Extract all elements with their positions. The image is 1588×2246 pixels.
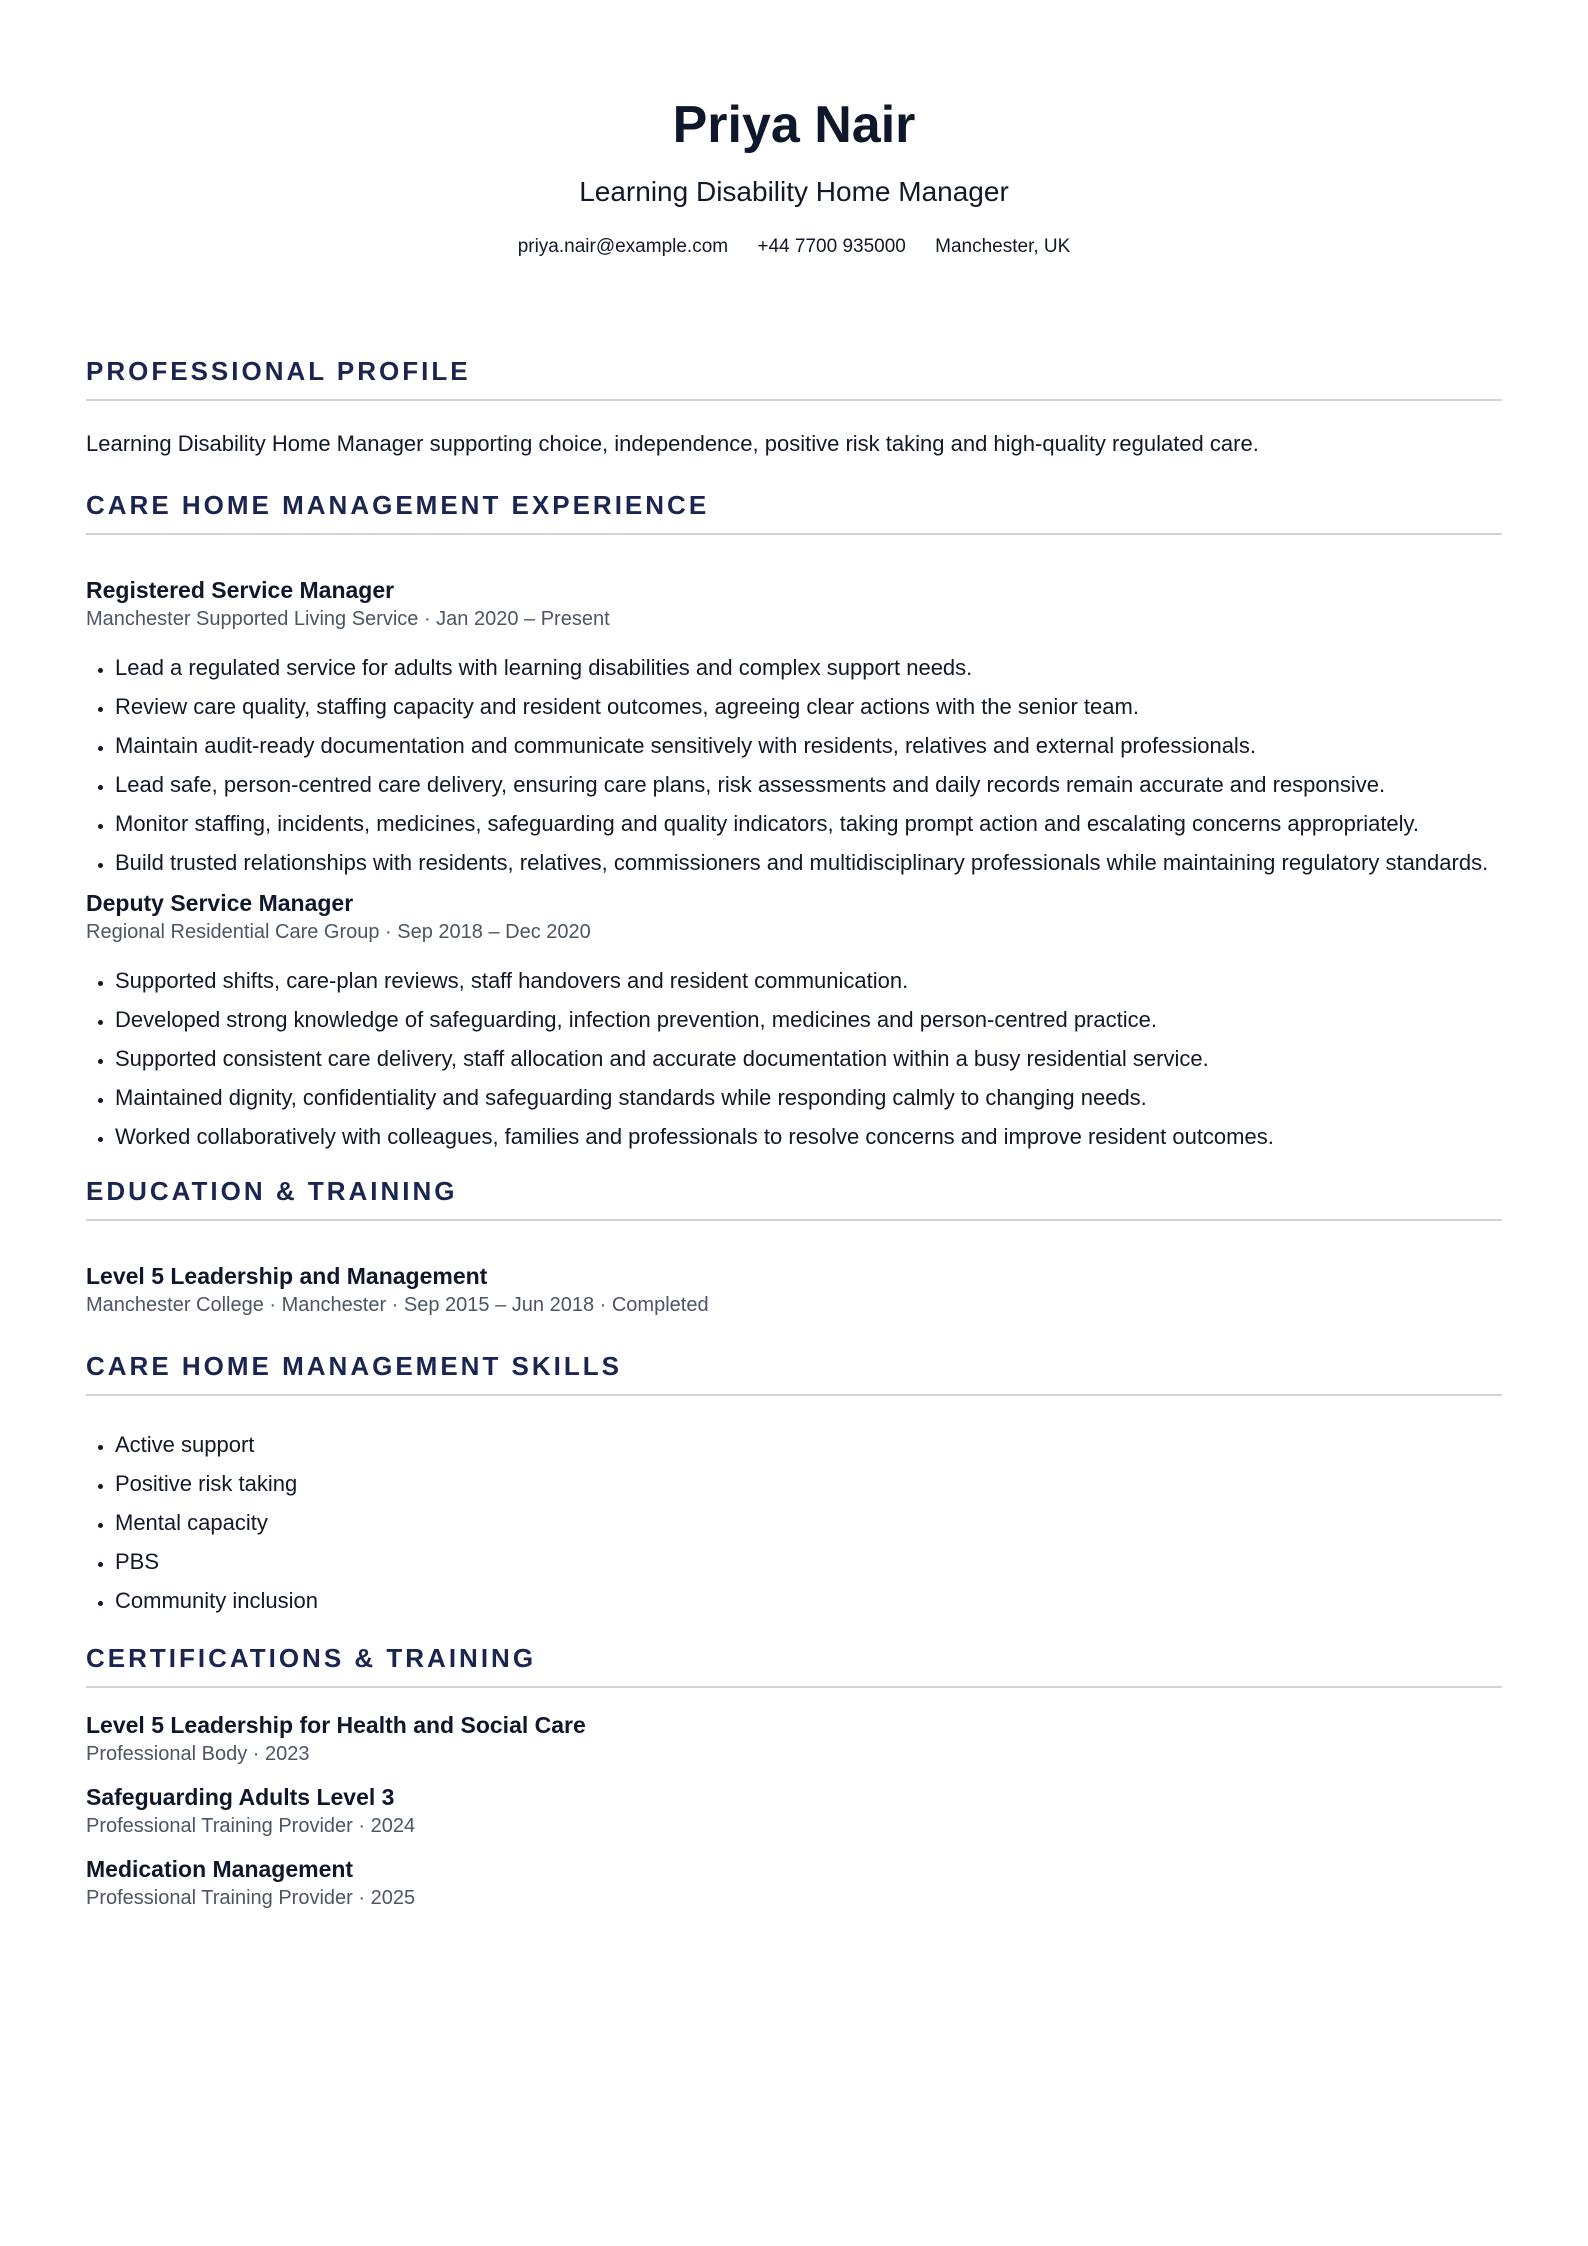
list-item: • Maintain audit-ready documentation and communicate sensitively with residents, relatives and external professionals. — [115, 731, 1502, 761]
section-divider — [86, 533, 1502, 535]
skills-list — [86, 1430, 1502, 1616]
section-divider — [86, 1219, 1502, 1221]
skill-item: • Positive risk taking — [115, 1469, 1502, 1499]
job-bullets — [86, 966, 1502, 1152]
profile-section — [86, 354, 1502, 459]
list-item: • Monitor staffing, incidents, medicines, safeguarding and quality indicators, taking prompt action and escalating concerns appropriately. — [115, 809, 1502, 839]
job-bullets — [86, 653, 1502, 878]
job-meta: Manchester Supported Living Service · Jan 2020 – Present — [86, 608, 610, 630]
certification-meta: Professional Training Provider · 2024 — [86, 1815, 416, 1837]
list-item: • Maintained dignity, confidentiality and safeguarding standards while responding calmly to changing needs. — [115, 1083, 1502, 1113]
education-name: Level 5 Leadership and Management — [86, 1263, 488, 1289]
certifications-list — [86, 1710, 1502, 1912]
certification-entry — [86, 1854, 1502, 1912]
list-item: • Lead safe, person-centred care delivery, ensuring care plans, risk assessments and daily records remain accurate and responsive. — [115, 770, 1502, 800]
certification-entry — [86, 1782, 1502, 1840]
list-item: • Developed strong knowledge of safeguarding, infection prevention, medicines and person-centred practice. — [115, 1005, 1502, 1035]
job-entry — [86, 888, 1502, 1152]
education-entry — [86, 1261, 1502, 1319]
candidate-headline: Learning Disability Home Manager — [579, 176, 1009, 207]
section-divider — [86, 399, 1502, 401]
skill-item: • Mental capacity — [115, 1508, 1502, 1538]
skills-section — [86, 1349, 1502, 1616]
section-title-skills: CARE HOME MANAGEMENT SKILLS — [86, 1351, 622, 1381]
list-item: • Lead a regulated service for adults with learning disabilities and complex support needs. — [115, 653, 1502, 683]
experience-section — [86, 488, 1502, 1152]
section-divider — [86, 1394, 1502, 1396]
list-item: • Review care quality, staffing capacity and resident outcomes, agreeing clear actions with the senior team. — [115, 692, 1502, 722]
certification-name: Medication Management — [86, 1856, 354, 1882]
candidate-name: Priya Nair — [672, 96, 916, 154]
certification-entry — [86, 1710, 1502, 1768]
list-item: • Supported shifts, care-plan reviews, staff handovers and resident communication. — [115, 966, 1502, 996]
contact-location: Manchester, UK — [935, 236, 1071, 257]
education-section — [86, 1174, 1502, 1319]
list-item: • Build trusted relationships with residents, relatives, commissioners and multidisciplinary professionals while maintaining regulatory standards. — [115, 848, 1502, 878]
education-meta: Manchester College · Manchester · Sep 2015 – Jun 2018 · Completed — [86, 1294, 709, 1316]
certification-meta: Professional Body · 2023 — [86, 1743, 310, 1765]
profile-summary: Learning Disability Home Manager supporting choice, independence, positive risk taking and high-quality regulated care. — [86, 431, 1259, 456]
contact-phone[interactable]: +44 7700 935000 — [757, 236, 906, 257]
list-item: • Supported consistent care delivery, staff allocation and accurate documentation within a busy residential service. — [115, 1044, 1502, 1074]
section-title-certifications: CERTIFICATIONS & TRAINING — [86, 1643, 537, 1673]
list-item: • Worked collaboratively with colleagues, families and professionals to resolve concerns and improve resident outcomes. — [115, 1122, 1502, 1152]
certification-meta: Professional Training Provider · 2025 — [86, 1887, 416, 1909]
job-entry — [86, 575, 1502, 878]
job-title: Deputy Service Manager — [86, 890, 354, 916]
resume-header — [86, 0, 1502, 260]
skill-item: • Active support — [115, 1430, 1502, 1460]
contact-email[interactable]: priya.nair@example.com — [517, 236, 729, 257]
job-title: Registered Service Manager — [86, 577, 395, 603]
contact-line — [86, 234, 1502, 260]
section-title-profile: PROFESSIONAL PROFILE — [86, 356, 471, 386]
skill-item: • Community inclusion — [115, 1586, 1502, 1616]
section-title-education: EDUCATION & TRAINING — [86, 1176, 458, 1206]
section-divider — [86, 1686, 1502, 1688]
skill-item: • PBS — [115, 1547, 1502, 1577]
certification-name: Level 5 Leadership for Health and Social Care — [86, 1712, 586, 1738]
job-meta: Regional Residential Care Group · Sep 2018 – Dec 2020 — [86, 921, 591, 943]
certifications-section — [86, 1641, 1502, 1912]
certification-name: Safeguarding Adults Level 3 — [86, 1784, 395, 1810]
section-title-experience: CARE HOME MANAGEMENT EXPERIENCE — [86, 490, 710, 520]
